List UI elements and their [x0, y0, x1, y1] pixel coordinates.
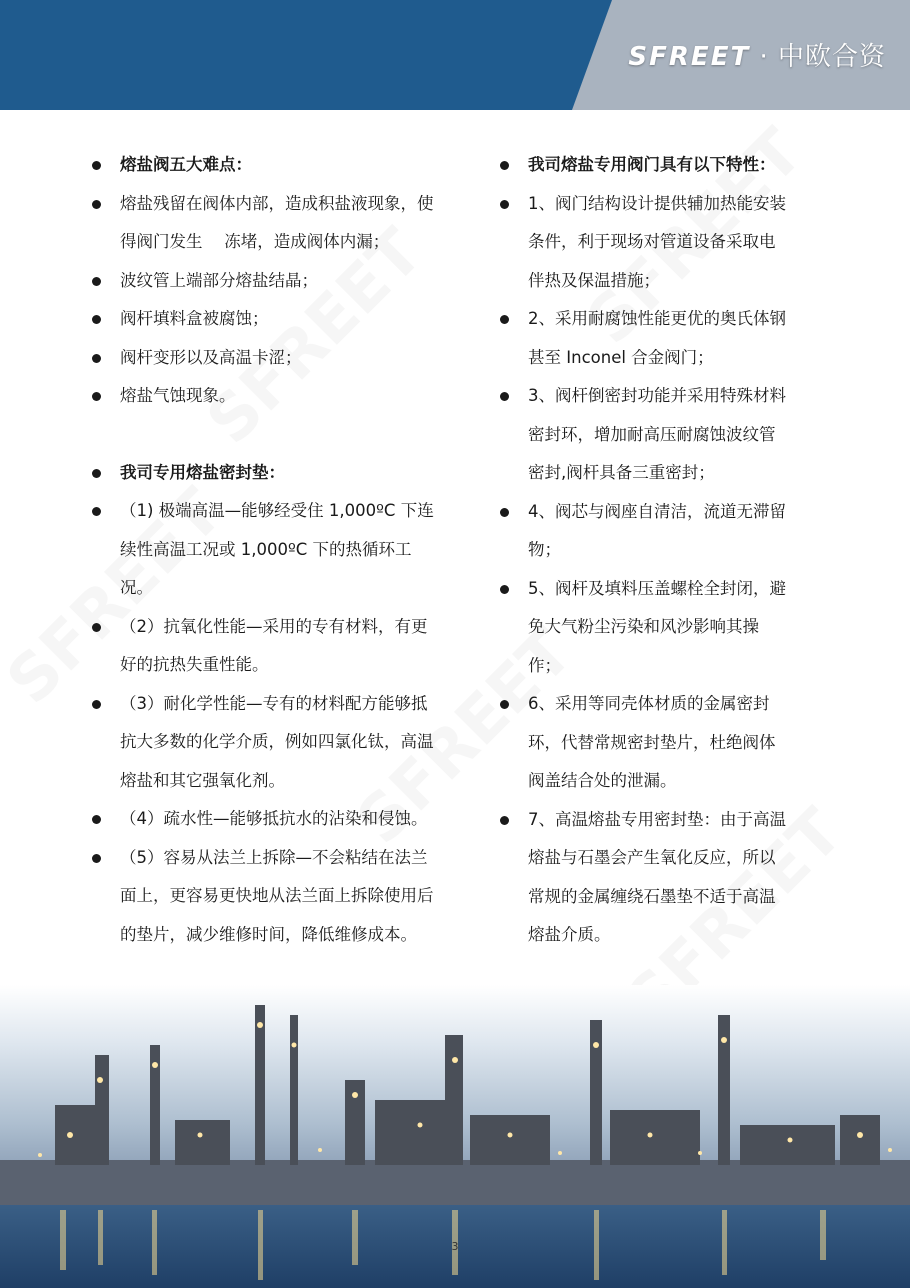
bullet-icon [92, 469, 101, 478]
bullet-icon [92, 854, 101, 863]
bullet-icon [92, 200, 101, 209]
section-heading: 我司熔盐专用阀门具有以下特性： [500, 146, 790, 185]
bullet-icon [92, 815, 101, 824]
section-heading: 我司专用熔盐密封垫： [92, 454, 437, 493]
section-heading: 熔盐阀五大难点： [92, 146, 437, 185]
list-item: 5、阀杆及填料压盖螺栓全封闭，避免大气粉尘污染和风沙影响其操作； [500, 570, 790, 686]
bullet-icon [500, 315, 509, 324]
brand-logo: SFREET · 中欧合资 [628, 42, 886, 72]
list-item: 阀杆填料盒被腐蚀； [92, 300, 437, 339]
bullet-icon [500, 700, 509, 709]
list-item: 3、阀杆倒密封功能并采用特殊材料密封环，增加耐高压耐腐蚀波纹管密封,阀杆具备三重密封； [500, 377, 790, 493]
bullet-icon [92, 277, 101, 286]
bullet-icon [500, 816, 509, 825]
list-item: （2）抗氧化性能—采用的专有材料，有更好的抗热失重性能。 [92, 608, 437, 685]
list-item: 2、采用耐腐蚀性能更优的奥氏体钢甚至 Inconel 合金阀门； [500, 300, 790, 377]
list-item: （1) 极端高温—能够经受住 1,000ºC 下连续性高温工况或 1,000ºC 下的热循环工况。 [92, 492, 437, 608]
bullet-icon [500, 508, 509, 517]
list-item: 阀杆变形以及高温卡涩； [92, 339, 437, 378]
list-item: 4、阀芯与阀座自清洁，流道无滞留物； [500, 493, 790, 570]
list-item: 熔盐气蚀现象。 [92, 377, 437, 416]
list-item: 熔盐残留在阀体内部，造成积盐液现象，使得阀门发生 冻堵，造成阀体内漏； [92, 185, 437, 262]
bullet-icon [500, 200, 509, 209]
bullet-icon [500, 392, 509, 401]
list-item: 6、采用等同壳体材质的金属密封环，代替常规密封垫片，杜绝阀体阀盖结合处的泄漏。 [500, 685, 790, 801]
bullet-icon [500, 161, 509, 170]
list-item: （4）疏水性—能够抵抗水的沾染和侵蚀。 [92, 800, 437, 839]
page-number: 3 [451, 1240, 459, 1253]
bullet-icon [92, 392, 101, 401]
right-column [500, 146, 790, 955]
list-item: 7、高温熔盐专用密封垫：由于高温熔盐与石墨会产生氧化反应，所以常规的金属缠绕石墨垫不适于高温熔盐介质。 [500, 801, 790, 955]
bullet-icon [500, 585, 509, 594]
list-item: （3）耐化学性能—专有的材料配方能够抵抗大多数的化学介质，例如四氯化钛，高温熔盐和其它强氧化剂。 [92, 685, 437, 801]
bullet-icon [92, 700, 101, 709]
list-item: （5）容易从法兰上拆除—不会粘结在法兰面上，更容易更快地从法兰面上拆除使用后的垫片，减少维修时间，降低维修成本。 [92, 839, 437, 955]
bullet-icon [92, 315, 101, 324]
left-column [92, 146, 437, 954]
list-item: 波纹管上端部分熔盐结晶； [92, 262, 437, 301]
bullet-icon [92, 354, 101, 363]
page-header [0, 0, 910, 110]
list-item: 1、阀门结构设计提供辅加热能安装条件，利于现场对管道设备采取电伴热及保温措施； [500, 185, 790, 301]
bullet-icon [92, 161, 101, 170]
bullet-icon [92, 623, 101, 632]
bullet-icon [92, 507, 101, 516]
